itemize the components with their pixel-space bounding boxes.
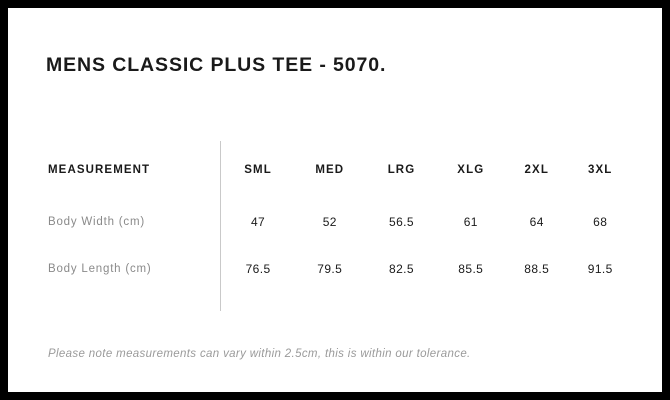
table-header-row <box>46 141 632 198</box>
cell-body-length-xlg: 85.5 <box>458 261 484 276</box>
size-chart-table <box>46 141 632 292</box>
cell-body-width-2xl: 64 <box>529 214 544 229</box>
table-row <box>46 245 632 292</box>
table-header <box>46 141 632 198</box>
table-body <box>46 198 632 292</box>
table-row <box>46 198 632 245</box>
page-title: MENS CLASSIC PLUS TEE - 5070. <box>46 54 387 76</box>
cell-body-width-med: 52 <box>322 214 337 229</box>
column-header-measurement: MEASUREMENT <box>48 163 151 176</box>
column-header-size-3: XLG <box>457 163 485 176</box>
cell-body-width-xlg: 61 <box>463 214 478 229</box>
cell-body-length-sml: 76.5 <box>245 261 271 276</box>
column-header-size-2: LRG <box>387 163 416 176</box>
cell-body-width-lrg: 56.5 <box>389 214 414 229</box>
cell-body-length-lrg: 82.5 <box>389 261 414 276</box>
tolerance-note: Please note measurements can vary within 2.5cm, this is within our tolerance. <box>48 348 471 360</box>
cell-body-width-sml: 47 <box>250 214 266 229</box>
column-header-size-0: SML <box>244 163 272 176</box>
row-label-body-width: Body Width (cm) <box>48 215 145 228</box>
column-header-size-1: MED <box>315 163 345 176</box>
row-label-body-length: Body Length (cm) <box>48 262 152 275</box>
column-header-size-5: 3XL <box>588 163 613 176</box>
cell-body-length-2xl: 88.5 <box>524 261 550 276</box>
cell-body-length-med: 79.5 <box>317 261 343 276</box>
cell-body-width-3xl: 68 <box>593 214 608 229</box>
size-chart-page <box>8 8 662 392</box>
cell-body-length-3xl: 91.5 <box>587 261 613 276</box>
column-header-size-4: 2XL <box>524 163 549 176</box>
